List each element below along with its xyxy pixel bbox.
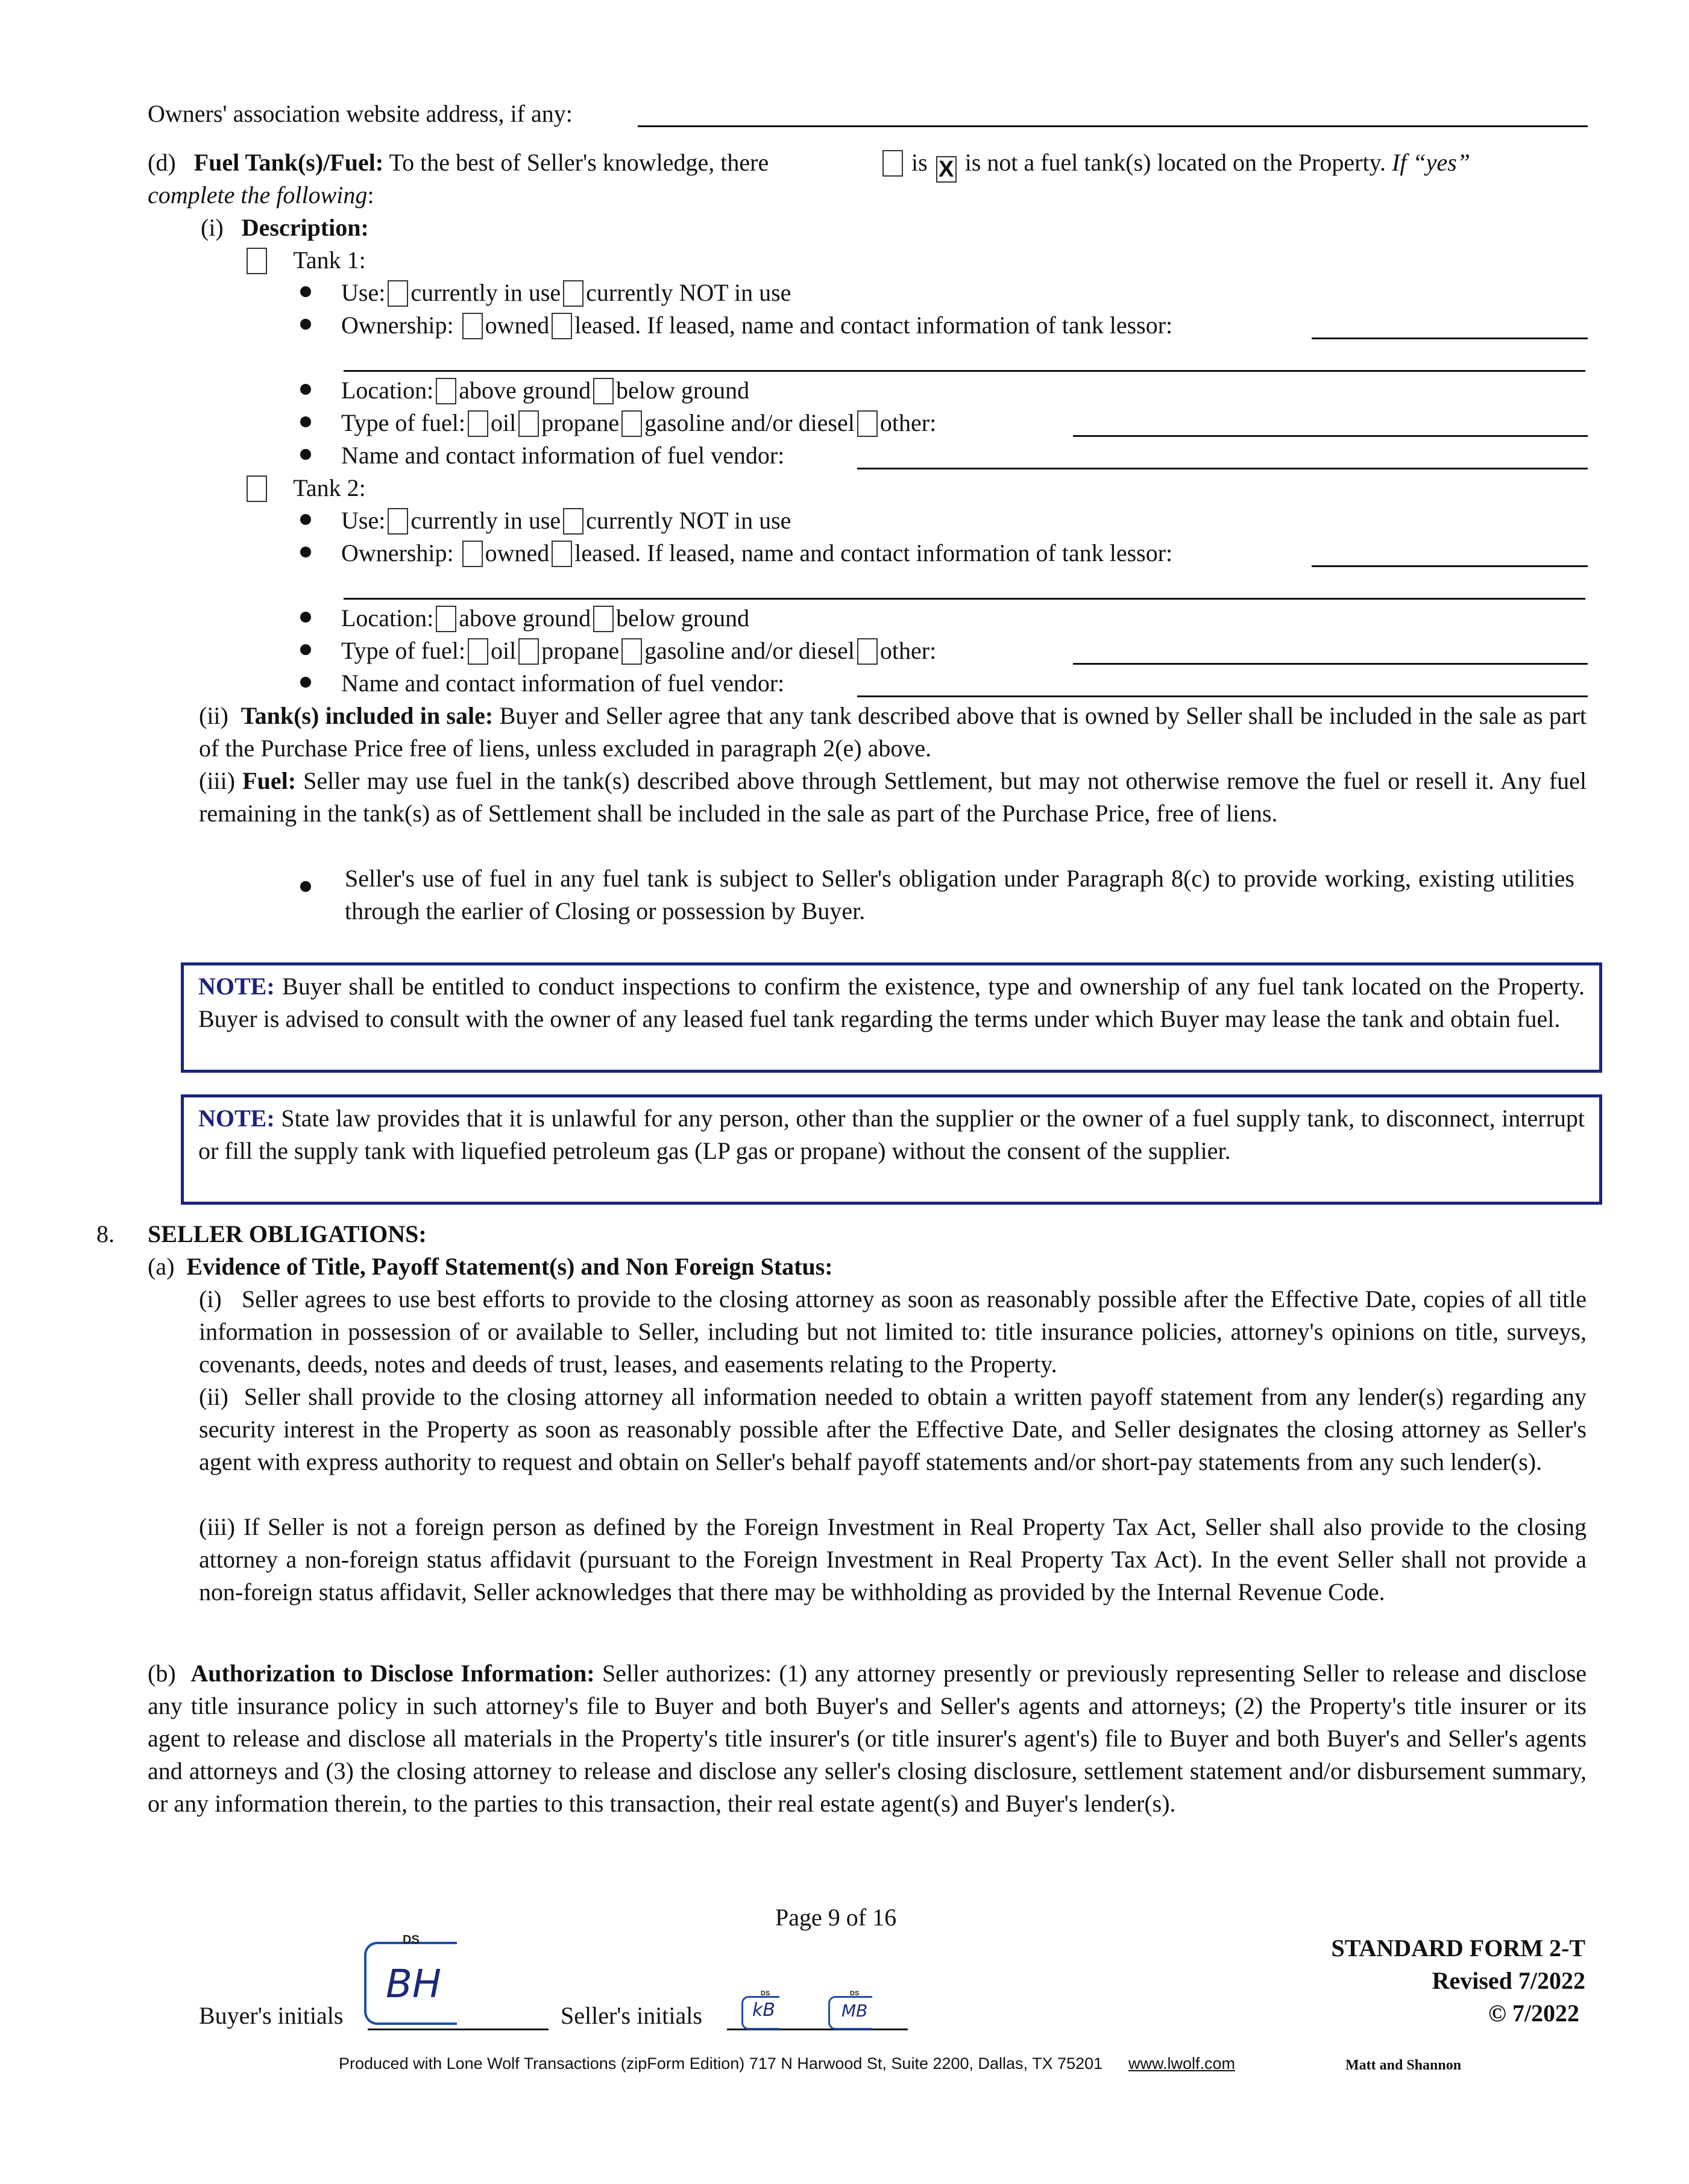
section-8b-text: Seller authorizes: (1) any attorney presently or previously representing Seller to release and disclose any title insurance policy in such attorney's file to Buyer and both Buyer's and Seller's agents and attorneys; (2) the Property's title insurer or its agent to release and disclose all materials in the Property's title insurer's (or title insurer's agent's) file to Buyer and both Buyer's and Seller's agents and attorneys and (3) the closing attorney to release and disclose any seller's closing disclosure, settlement statement and/or disbursement summary, or any information therein, to the parties to this transaction, their real estate agent(s) and Buyer's lender(s). (148, 1660, 1587, 1817)
fuel-tank-options (880, 146, 1470, 183)
tank-2-oil-label: oil (491, 637, 517, 664)
tank-2-other-label: other: (879, 637, 937, 664)
bullet-icon (300, 286, 311, 297)
docusign-tag: DS (403, 1933, 420, 1947)
bullet-icon (300, 319, 311, 330)
tank-2-vendor-line (300, 667, 784, 700)
fuel-heading: Fuel: (242, 767, 297, 794)
note-text: State law provides that it is unlawful for any person, other than the supplier or the owner of a fuel supply tank, to disconnect, interrupt or fill the supply tank with liquefied petroleum gas (LP gas or propane) without the consent of the supplier. (198, 1105, 1585, 1164)
section-8a-i (199, 1283, 1587, 1381)
note-box-inspections (181, 962, 1602, 1073)
bullet-icon (300, 384, 311, 395)
bullet-icon (300, 677, 311, 688)
tank-2-below-ground-label: below ground (616, 604, 750, 632)
tank-1-above-ground-checkbox[interactable] (436, 378, 456, 404)
section-8a-iii (199, 1511, 1587, 1608)
form-revised: Revised 7/2022 (1432, 1967, 1585, 1994)
tank-1-above-ground-label: above ground (459, 377, 591, 404)
tank-2-in-use-label: currently in use (410, 507, 561, 534)
tank-2-ownership-line (300, 537, 1172, 570)
tank-2-not-in-use-checkbox[interactable] (563, 508, 583, 535)
lwolf-website-link[interactable]: www.lwolf.com (1128, 2054, 1236, 2073)
fuel-bullet-text: Seller's use of fuel in any fuel tank is subject to Seller's obligation under Paragraph 8(c) to provide working, existing utilities through the earlier of Closing or possession by Buyer. (345, 865, 1574, 924)
bullet-icon (300, 416, 311, 427)
tank-1-vendor-line (300, 439, 784, 472)
tank-2-type-label: Type of fuel: (341, 637, 466, 664)
tank-1-other-label: other: (879, 409, 937, 436)
bullet-icon (300, 547, 311, 557)
fuel-num: (iii) (199, 767, 235, 794)
tank-1-below-ground-checkbox[interactable] (593, 378, 614, 404)
fuel-tank-is-not-checkbox[interactable]: X (936, 156, 957, 183)
tank-2-location-label: Location: (341, 604, 434, 632)
tank-1-use-label: Use: (341, 279, 386, 306)
bullet-icon (300, 449, 311, 460)
tank-1-location-line (300, 374, 749, 407)
tank-2-lessor-field-2[interactable] (344, 598, 1585, 600)
note-label: NOTE: (198, 1105, 275, 1132)
tank-1-title-line (244, 244, 366, 277)
tank-1-leased-label: leased. If leased, name and contact information of tank lessor: (574, 312, 1173, 339)
tank-1-propane-label: propane (541, 409, 620, 436)
tank-1-location-label: Location: (341, 377, 434, 404)
section-8a-iii-num: (iii) (199, 1513, 235, 1540)
section-8a-ii-text: Seller shall provide to the closing attorney all information needed to obtain a written payoff statement from any lender(s) regarding any security interest in the Property as soon as reasonably possible after the Effective Date, and Seller designates the closing attorney as Seller's agent with express authority to request and obtain on Seller's behalf payoff statements and/or short-pay statements from any such lender(s). (199, 1383, 1587, 1475)
section-8a-i-num: (i) (199, 1285, 222, 1313)
tank-1-oil-label: oil (491, 409, 517, 436)
tank-2-owned-checkbox[interactable] (462, 541, 483, 567)
fuel-tank-letter: (d) (148, 149, 176, 176)
buyer-initials-signature: BH (386, 1962, 442, 2007)
description-num: (i) (201, 214, 224, 241)
section-8a-heading: Evidence of Title, Payoff Statement(s) and Non Foreign Status: (186, 1253, 833, 1280)
section-8a-ii-num: (ii) (199, 1383, 228, 1410)
tank-2-other-checkbox[interactable] (857, 638, 878, 665)
tank-1-not-in-use-checkbox[interactable] (563, 280, 583, 307)
tank-1-checkbox[interactable] (247, 248, 267, 274)
tank-1-propane-checkbox[interactable] (518, 410, 539, 437)
tank-2-above-ground-checkbox[interactable] (436, 606, 456, 632)
tanks-included-paragraph (199, 700, 1587, 765)
seller-initials-label: Seller's initials (561, 2002, 702, 2029)
tank-2-not-in-use-label: currently NOT in use (586, 507, 791, 534)
note-label: NOTE: (198, 973, 275, 1000)
tank-1-below-ground-label: below ground (616, 377, 750, 404)
description-heading-line (201, 212, 369, 244)
tank-2-propane-checkbox[interactable] (518, 638, 539, 665)
complete-following-text: complete the following (148, 181, 368, 209)
section-8-number: 8. (96, 1220, 115, 1247)
section-8-heading: SELLER OBLIGATIONS: (148, 1220, 427, 1247)
bullet-icon (300, 514, 311, 525)
tank-2-in-use-checkbox[interactable] (388, 508, 408, 535)
tank-1-lessor-field[interactable] (1312, 337, 1588, 339)
tank-1-gasoline-checkbox[interactable] (621, 410, 642, 437)
tank-2-gasoline-checkbox[interactable] (621, 638, 642, 665)
tank-1-owned-label: owned (485, 312, 550, 339)
seller-2-initials-signature: MB (841, 2001, 868, 2021)
tank-1-oil-checkbox[interactable] (468, 410, 488, 437)
tank-1-use-line (300, 277, 791, 309)
tank-2-location-line (300, 602, 749, 635)
tank-1-lessor-field-2[interactable] (344, 370, 1585, 372)
tank-2-other-field[interactable] (1073, 663, 1588, 665)
tank-1-ownership-line (300, 309, 1172, 342)
buyer-initials-label: Buyer's initials (199, 2002, 344, 2029)
tanks-included-heading: Tank(s) included in sale: (241, 702, 494, 729)
tank-1-other-field[interactable] (1073, 435, 1588, 437)
fuel-tank-complete-line (148, 179, 374, 212)
tank-1-owned-checkbox[interactable] (462, 313, 483, 339)
tank-1-ownership-label: Ownership: (341, 312, 454, 339)
complete-following-colon: : (367, 181, 374, 209)
docusign-tag: DS (761, 1990, 770, 1997)
fuel-text: Seller may use fuel in the tank(s) described above through Settlement, but may not otherwise remove the fuel or resell it. Any fuel remaining in the tank(s) as of Settlement shall be included in the sale as part of the Purchase Price, free of liens. (199, 767, 1587, 827)
section-8b-heading: Authorization to Disclose Information: (190, 1660, 595, 1687)
buyer-initials-field[interactable] (368, 2029, 549, 2030)
note-text: Buyer shall be entitled to conduct inspections to confirm the existence, type and ownership of any fuel tank located on the Property. Buyer is advised to consult with the owner of any leased fuel tank regarding the terms under which Buyer may lease the tank and obtain fuel. (198, 973, 1585, 1032)
section-8a-ii (199, 1381, 1587, 1478)
tank-2-vendor-field[interactable] (857, 695, 1588, 697)
fuel-tank-is-label: is (911, 149, 928, 176)
transaction-name: Matt and Shannon (1345, 2057, 1462, 2073)
seller-1-initials-signature: kB (752, 2000, 775, 2021)
fuel-bullet-marker (300, 871, 341, 904)
form-name: STANDARD FORM 2-T (1331, 1935, 1585, 1962)
section-8a-heading-line (148, 1250, 833, 1283)
tank-2-vendor-label: Name and contact information of fuel vendor: (341, 670, 785, 697)
note-box-state-law (181, 1094, 1602, 1205)
tank-2-use-line (300, 504, 791, 537)
tank-2-owned-label: owned (485, 539, 550, 566)
fuel-tank-if-yes: If “yes” (1392, 149, 1471, 176)
tank-2-oil-checkbox[interactable] (468, 638, 488, 665)
tank-1-other-checkbox[interactable] (857, 410, 878, 437)
tank-1-leased-checkbox[interactable] (552, 313, 572, 339)
tanks-included-num: (ii) (199, 702, 228, 729)
tank-2-above-ground-label: above ground (459, 604, 591, 632)
tank-2-title-line (244, 472, 366, 504)
bullet-icon (300, 881, 311, 892)
docusign-tag: DS (850, 1990, 860, 1997)
tank-2-checkbox[interactable] (247, 475, 267, 502)
tank-2-title: Tank 2: (293, 474, 366, 501)
tank-2-below-ground-checkbox[interactable] (593, 606, 614, 632)
bullet-icon (300, 644, 311, 655)
tanks-included-text: Buyer and Seller agree that any tank described above that is owned by Seller shall be included in the sale as part of the Purchase Price free of liens, unless excluded in paragraph 2(e) above. (199, 702, 1587, 762)
description-heading: Description: (241, 214, 369, 241)
tank-1-vendor-label: Name and contact information of fuel vendor: (341, 442, 785, 469)
section-8b (148, 1657, 1587, 1820)
section-8b-letter: (b) (148, 1660, 176, 1687)
section-8a-iii-text: If Seller is not a foreign person as defined by the Foreign Investment in Real Property Tax Act, Seller shall also provide to the closing attorney a non-foreign status affidavit (pursuant to the Foreign Investment in Real Property Tax Act). In the event Seller shall not provide a non-foreign status affidavit, Seller acknowledges that there may be withholding as provided by the Internal Revenue Code. (199, 1513, 1587, 1605)
tank-1-in-use-checkbox[interactable] (388, 280, 408, 307)
tank-2-leased-checkbox[interactable] (552, 541, 572, 567)
tank-1-type-label: Type of fuel: (341, 409, 466, 436)
page-number: Page 9 of 16 (775, 1904, 897, 1931)
section-8a-letter: (a) (148, 1253, 175, 1280)
fuel-tank-is-checkbox[interactable] (882, 150, 903, 177)
tank-2-ownership-label: Ownership: (341, 539, 454, 566)
fuel-tank-is-not-label: is not a fuel tank(s) located on the Property. (964, 149, 1386, 176)
fuel-paragraph (199, 765, 1587, 830)
tank-1-not-in-use-label: currently NOT in use (586, 279, 791, 306)
tank-1-title: Tank 1: (293, 246, 366, 274)
tank-1-type-line (300, 407, 936, 439)
section-8a-i-text: Seller agrees to use best efforts to provide to the closing attorney as soon as reasonably possible after the Effective Date, copies of all title information in possession of or available to Seller, including but not limited to: title insurance policies, attorney's opinions on title, surveys, covenants, deeds, notes and deeds of trust, leases, and easements relating to the Property. (199, 1285, 1587, 1378)
fuel-tank-intro: To the best of Seller's knowledge, there (389, 149, 769, 176)
fuel-tank-heading-line (148, 146, 769, 179)
fuel-tank-heading: Fuel Tank(s)/Fuel: (193, 149, 384, 176)
tank-2-leased-label: leased. If leased, name and contact information of tank lessor: (574, 539, 1173, 566)
produced-with-text: Produced with Lone Wolf Transactions (zipForm Edition) 717 N Harwood St, Suite 2200, Dallas, TX 75201 (339, 2054, 1103, 2073)
form-copyright: © 7/2022 (1488, 2000, 1579, 2027)
bullet-icon (300, 612, 311, 623)
owners-association-label: Owners' association website address, if any: (148, 100, 573, 127)
tank-2-propane-label: propane (541, 637, 620, 664)
tank-2-use-label: Use: (341, 507, 386, 534)
tank-2-lessor-field[interactable] (1312, 565, 1588, 567)
tank-1-vendor-field[interactable] (857, 468, 1588, 469)
tank-1-in-use-label: currently in use (410, 279, 561, 306)
tank-1-gasoline-label: gasoline and/or diesel (644, 409, 855, 436)
owners-association-website-field[interactable] (638, 125, 1588, 127)
tank-2-gasoline-label: gasoline and/or diesel (644, 637, 855, 664)
tank-2-type-line (300, 635, 936, 667)
